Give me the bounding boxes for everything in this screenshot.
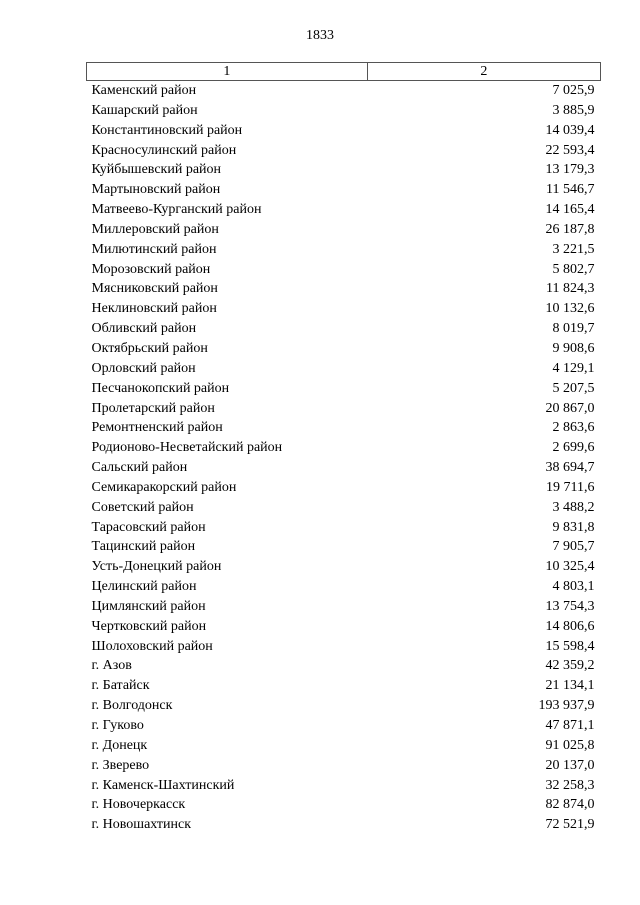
amount-cell: 22 593,4 [545, 142, 595, 158]
table-row [87, 776, 601, 796]
amount-cell: 14 039,4 [545, 122, 595, 138]
table-row [87, 299, 601, 319]
amount-cell: 13 754,3 [545, 598, 595, 614]
table-row [87, 319, 601, 339]
table-row [87, 458, 601, 478]
table-row [87, 557, 601, 577]
table-row [87, 577, 601, 597]
table-row [87, 597, 601, 617]
territory-name-cell: Тарасовский район [91, 519, 206, 535]
amount-cell: 2 699,6 [552, 440, 595, 456]
territory-name-cell: г. Донецк [91, 737, 148, 753]
table-row [87, 359, 601, 379]
territory-name-cell: Усть-Донецкий район [91, 559, 222, 575]
table-row [87, 736, 601, 756]
column-header-2: 2 [367, 63, 600, 81]
table-row [87, 141, 601, 161]
table-row [87, 438, 601, 458]
territory-name-cell: г. Батайск [91, 678, 150, 694]
territory-name-cell: Чертковский район [91, 618, 207, 634]
territory-name-cell: Мясниковский район [91, 281, 218, 297]
table-row [87, 537, 601, 557]
table-row [87, 478, 601, 498]
territory-name-cell: Песчанокопский район [91, 380, 230, 396]
amount-cell: 10 325,4 [545, 559, 595, 575]
territory-name-cell: Миллеровский район [91, 221, 219, 237]
table-body [87, 81, 601, 836]
territory-name-cell: Целинский район [91, 579, 197, 595]
table-row [87, 637, 601, 657]
amount-cell: 7 905,7 [552, 539, 595, 555]
amount-cell: 8 019,7 [552, 321, 595, 337]
territory-name-cell: Неклиновский район [91, 301, 217, 317]
amount-cell: 15 598,4 [545, 638, 595, 654]
amount-cell: 42 359,2 [545, 658, 595, 674]
table-row [87, 716, 601, 736]
table-header-row [87, 63, 601, 81]
table-row [87, 339, 601, 359]
amount-cell: 2 863,6 [552, 420, 595, 436]
table-row [87, 756, 601, 776]
amount-cell: 3 885,9 [552, 102, 595, 118]
territory-name-cell: Обливский район [91, 321, 197, 337]
table-row [87, 160, 601, 180]
amount-cell: 5 207,5 [552, 380, 595, 396]
territory-name-cell: г. Новочеркасск [91, 797, 186, 813]
column-header-1: 1 [87, 63, 368, 81]
amount-cell: 9 908,6 [552, 340, 595, 356]
territory-name-cell: Родионово-Несветайский район [91, 440, 283, 456]
table-row [87, 81, 601, 101]
territory-name-cell: Морозовский район [91, 261, 211, 277]
territory-name-cell: Цимлянский район [91, 598, 206, 614]
amount-cell: 14 806,6 [545, 618, 595, 634]
territory-name-cell: г. Азов [91, 658, 132, 674]
amount-cell: 91 025,8 [545, 737, 595, 753]
table-row [87, 676, 601, 696]
table-row [87, 795, 601, 815]
table-row [87, 180, 601, 200]
table-row [87, 220, 601, 240]
amount-cell: 13 179,3 [545, 162, 595, 178]
table-row [87, 399, 601, 419]
table-row [87, 260, 601, 280]
territory-name-cell: Советский район [91, 499, 194, 515]
territory-name-cell: Орловский район [91, 360, 196, 376]
amount-cell: 19 711,6 [546, 479, 595, 495]
table-row [87, 279, 601, 299]
data-table [86, 62, 601, 835]
table-row [87, 617, 601, 637]
territory-name-cell: Матвеево-Курганский район [91, 202, 262, 218]
amount-cell: 3 488,2 [552, 499, 595, 515]
territory-name-cell: Семикаракорский район [91, 479, 237, 495]
territory-name-cell: Ремонтненский район [91, 420, 223, 436]
amount-cell: 10 132,6 [545, 301, 595, 317]
territory-name-cell: Каменский район [91, 83, 197, 98]
amount-cell: 14 165,4 [545, 202, 595, 218]
territory-name-cell: Пролетарский район [91, 400, 215, 416]
territory-name-cell: Сальский район [91, 460, 188, 476]
table-row [87, 379, 601, 399]
amount-cell: 193 937,9 [538, 698, 595, 714]
table-row [87, 418, 601, 438]
territory-name-cell: г. Волгодонск [91, 698, 173, 714]
table-row [87, 656, 601, 676]
territory-name-cell: Тацинский район [91, 539, 196, 555]
territory-name-cell: Красносулинский район [91, 142, 237, 158]
amount-cell: 5 802,7 [552, 261, 595, 277]
amount-cell: 11 824,3 [546, 281, 595, 297]
amount-cell: 20 867,0 [545, 400, 595, 416]
territory-name-cell: Октябрьский район [91, 340, 208, 356]
table-row [87, 815, 601, 835]
amount-cell: 4 803,1 [552, 579, 595, 595]
territory-name-cell: Куйбышевский район [91, 162, 222, 178]
table-row [87, 200, 601, 220]
table-row [87, 240, 601, 260]
amount-cell: 7 025,9 [552, 83, 595, 98]
table-row [87, 696, 601, 716]
amount-cell: 3 221,5 [552, 241, 595, 257]
amount-cell: 32 258,3 [545, 777, 595, 793]
territory-name-cell: Шолоховский район [91, 638, 213, 654]
table-row [87, 101, 601, 121]
table-row [87, 518, 601, 538]
territory-name-cell: Константиновский район [91, 122, 243, 138]
table-row [87, 121, 601, 141]
amount-cell: 26 187,8 [545, 221, 595, 237]
territory-name-cell: Милютинский район [91, 241, 217, 257]
amount-cell: 72 521,9 [545, 817, 595, 833]
territory-name-cell: Мартыновский район [91, 182, 221, 198]
page-number: 1833 [306, 28, 334, 43]
amount-cell: 9 831,8 [552, 519, 595, 535]
amount-cell: 21 134,1 [545, 678, 595, 694]
amount-cell: 38 694,7 [545, 460, 595, 476]
table-header [87, 63, 601, 81]
amount-cell: 20 137,0 [545, 757, 595, 773]
territory-name-cell: г. Гуково [91, 718, 144, 733]
territory-name-cell: г. Новошахтинск [91, 817, 192, 833]
territory-name-cell: Кашарский район [91, 102, 198, 118]
amount-cell: 4 129,1 [552, 360, 595, 376]
amount-cell: 47 871,1 [545, 718, 595, 733]
table-row [87, 498, 601, 518]
amount-cell: 82 874,0 [545, 797, 595, 813]
territory-name-cell: г. Зверево [91, 757, 150, 773]
territory-name-cell: г. Каменск-Шахтинский [91, 777, 235, 793]
amount-cell: 11 546,7 [546, 182, 595, 198]
